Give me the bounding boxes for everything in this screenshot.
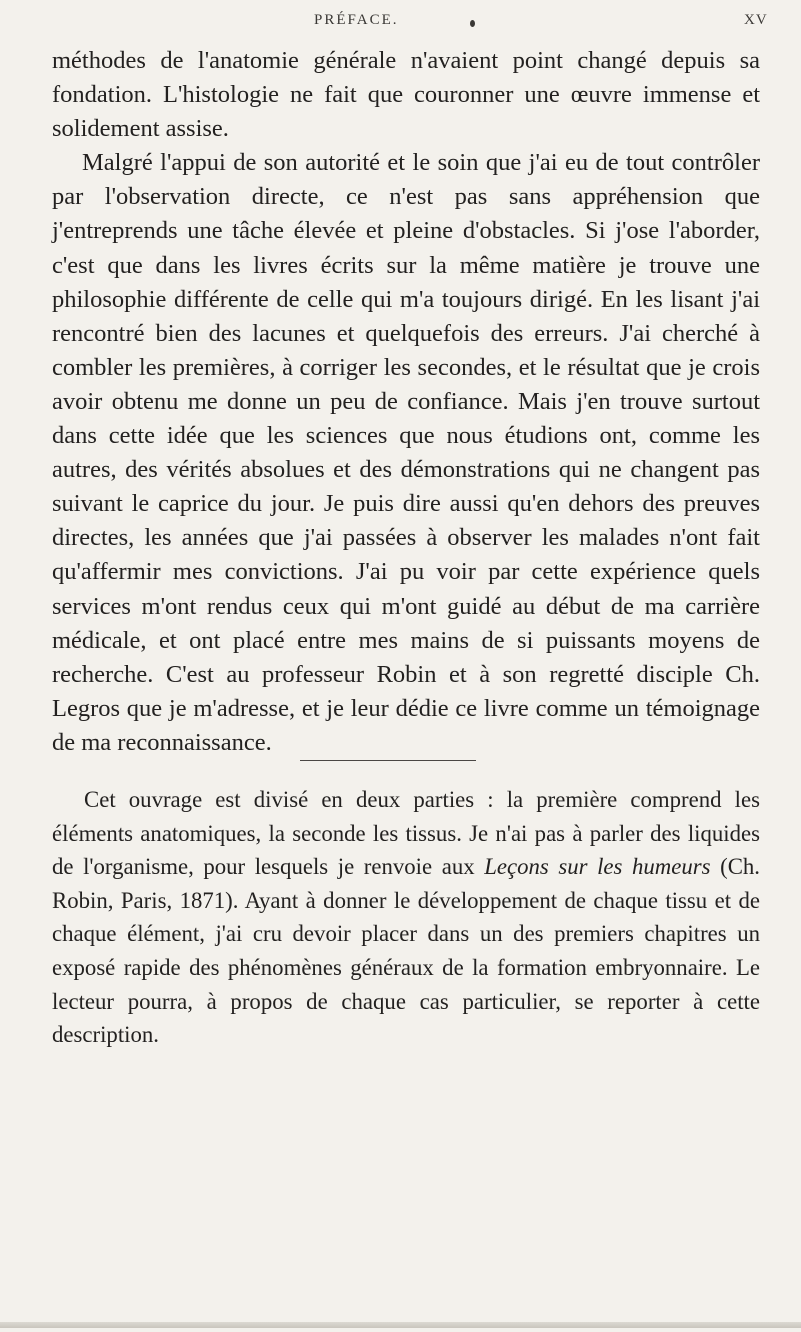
running-head — [0, 12, 801, 32]
page-number: XV — [744, 12, 768, 28]
page-bottom-edge — [0, 1322, 801, 1328]
note-text-end: (Ch. Robin, Paris, 1871). Ayant à donner le développement de chaque tissu et de chaque élément, j'ai cru devoir placer dans un des premiers chapitres un exposé rapide des phénomènes généraux de la formation embryonnaire. Le lecteur pourra, à propos de chaque cas particulier, se reporter à cette description. — [52, 854, 761, 1048]
paragraph-main: Malgré l'appui de son autorité et le soin que j'ai eu de tout contrôler par l'observation directe, ce n'est pas sans appréhension que j'entreprends une tâche élevée et pleine d'obstacles. Si j'ose l'aborder, c'est que dans les livres écrits sur la même matière je trouve une philosophie différente de celle qui m'a toujours dirigé. En les lisant j'ai rencontré bien des lacunes et quelquefois des erreurs. J'ai cherché à combler les premières, à corriger les secondes, et le résultat que je crois avoir obtenu me donne un peu de confiance. Mais j'en trouve surtout dans cette idée que les sciences que nous étudions ont, comme les autres, des vérités absolues et des démonstrations qui ne changent pas suivant le caprice du jour. Je puis dire aussi qu'en dehors des preuves directes, les années que j'ai passées à observer les malades n'ont fait qu'affermir mes convictions. J'ai pu voir par cette expérience quels services m'ont rendus ceux qui m'ont guidé au début de ma carrière médicale, et ont placé entre mes mains de si puissants moyens de recherche. C'est au professeur Robin et à son regretté disciple Ch. Legros que je m'adresse, et je leur dédie ce livre comme un témoignage de ma reconnaissance. — [52, 149, 760, 756]
note-text-start: Cet ouvrage est divisé en deux parties : la première comprend les éléments anatomiques, la seconde les tissus. Je n'ai pas à parler des liquides de l'organisme, pour lesquels je renvoie aux — [52, 787, 760, 880]
section-separator — [300, 760, 476, 761]
note-paragraph-block — [52, 783, 760, 1052]
preface-body — [52, 44, 760, 760]
paragraph-continuation: méthodes de l'anatomie générale n'avaient point changé depuis sa fondation. L'histologie ne fait que couronner une œuvre immense et solidement assise. — [52, 47, 760, 143]
note-book-title: Leçons sur les humeurs — [484, 854, 711, 880]
ornament-dot — [470, 20, 475, 27]
note-paragraph — [52, 783, 760, 1052]
running-title: PRÉFACE. — [314, 12, 399, 28]
